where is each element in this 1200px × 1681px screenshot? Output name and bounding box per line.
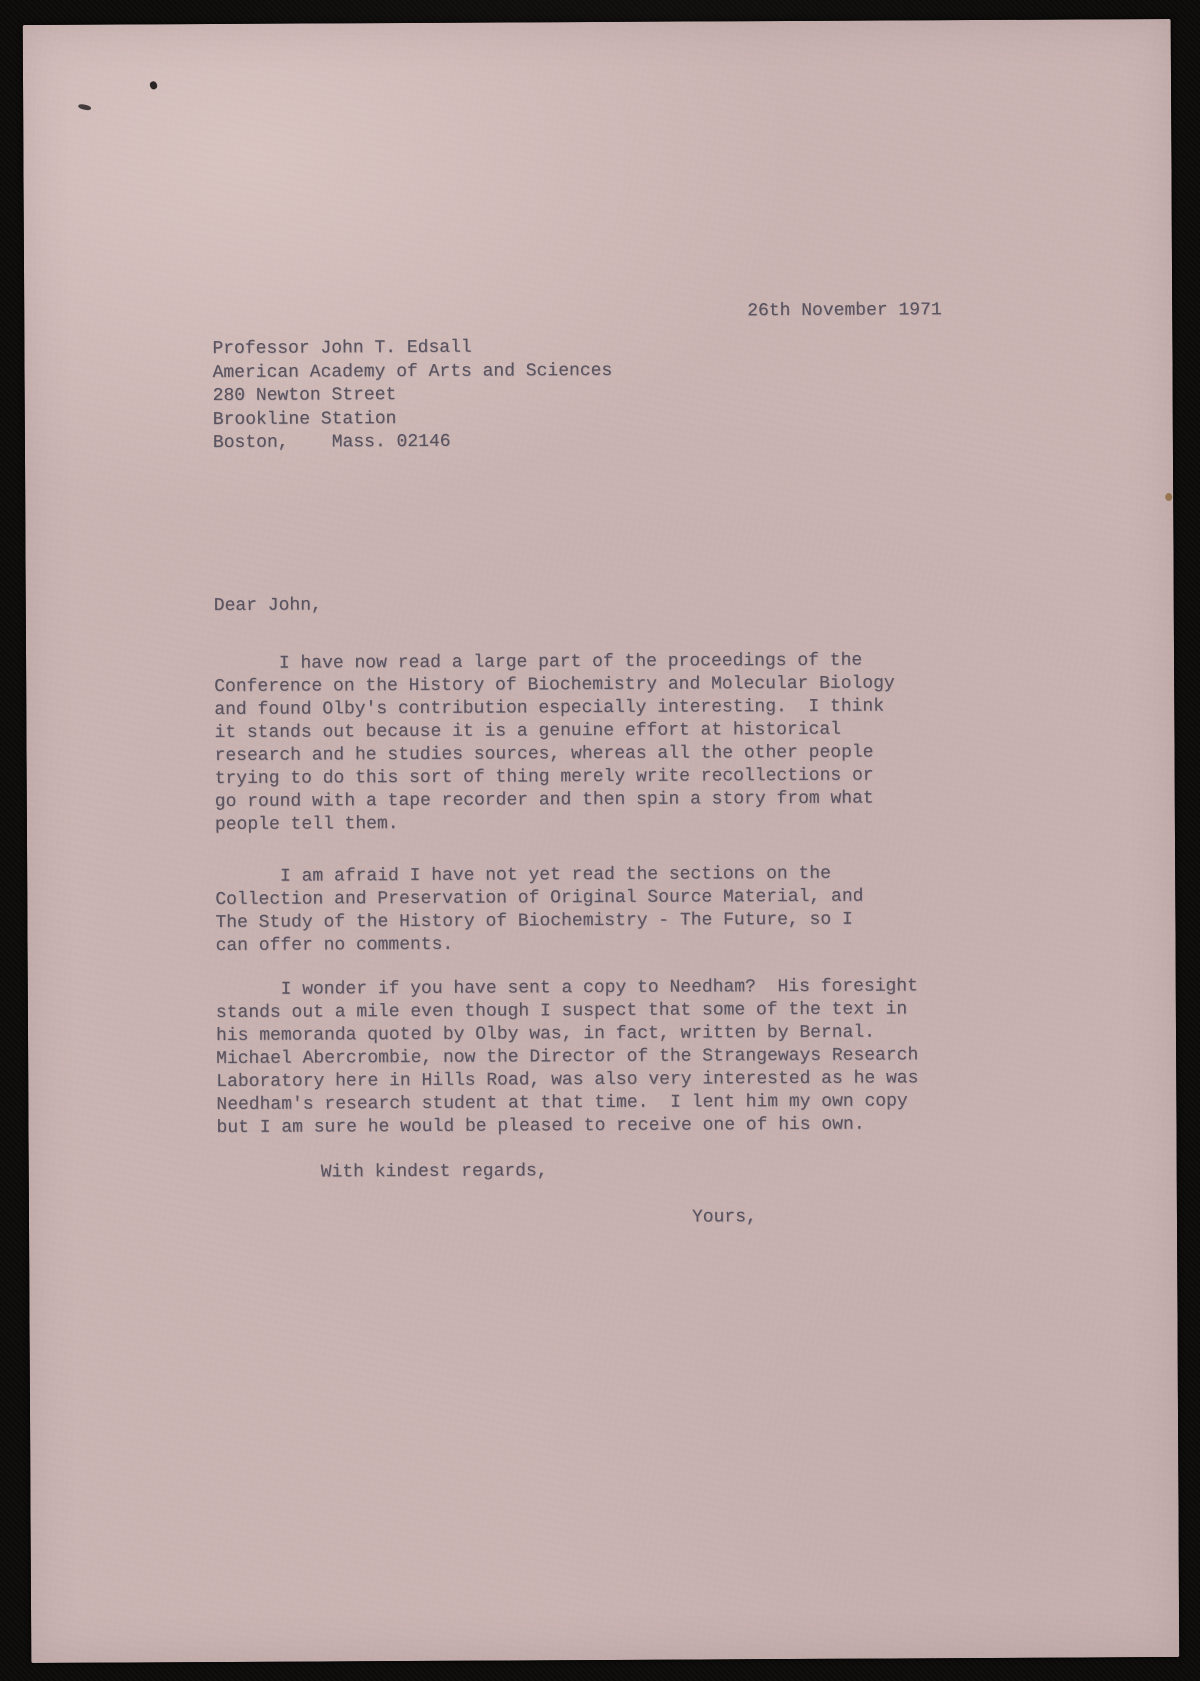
paragraph-1 [214,649,895,837]
body-line: trying to do this sort of thing merely write recollections or [214,765,874,790]
letter-page [23,19,1180,1663]
rust-spot [1165,493,1172,501]
ink-speck [149,80,159,90]
signoff: Yours, [691,1207,757,1228]
closing: With kindest regards, [320,1161,548,1183]
body-line: I wonder if you have sent a copy to Needham? His foresight [215,976,918,1001]
body-line: Michael Abercrombie, now the Director of the Strangeways Research [216,1045,919,1070]
recipient-line: American Academy of Arts and Sciences [212,360,613,383]
recipient-line: 280 Newton Street [212,385,397,407]
body-line: but I am sure he would be pleased to receive one of his own. [216,1114,865,1139]
body-line: Conference on the History of Biochemistry and Molecular Biology [214,673,895,698]
body-line: his memoranda quoted by Olby was, in fact, written by Bernal. [215,1022,875,1047]
body-line: go round with a tape recorder and then spin a story from what [214,788,874,813]
body-line: The Study of the History of Biochemistry - The Future, so I [215,909,853,934]
body-line: I am afraid I have not yet read the sections on the [215,863,831,888]
salutation: Dear John, [213,595,322,617]
body-line: people tell them. [214,814,399,836]
body-line: can offer no comments. [215,934,454,957]
recipient-line: Professor John T. Edsall [212,337,472,360]
paragraph-2 [215,863,864,958]
ink-speck [78,103,92,111]
recipient-address [212,336,612,456]
letter-date: 26th November 1971 [747,300,942,322]
body-line: Laboratory here in Hills Road, was also very interested as he was [216,1068,919,1093]
body-line: stands out a mile even though I suspect that some of the text in [215,999,908,1024]
body-line: research and he studies sources, whereas all the other people [214,742,874,767]
body-line: Needham's research student at that time. I lent him my own copy [216,1091,908,1116]
body-line: it stands out because it is a genuine effort at historical [214,719,841,744]
recipient-line: Boston, Mass. 02146 [212,431,451,454]
body-line: Collection and Preservation of Original Source Material, and [215,886,864,911]
paragraph-3 [216,975,919,1140]
recipient-line: Brookline Station [212,408,397,430]
body-line: and found Olby's contribution especially interesting. I think [214,696,885,721]
body-line: I have now read a large part of the proceedings of the [214,650,863,675]
